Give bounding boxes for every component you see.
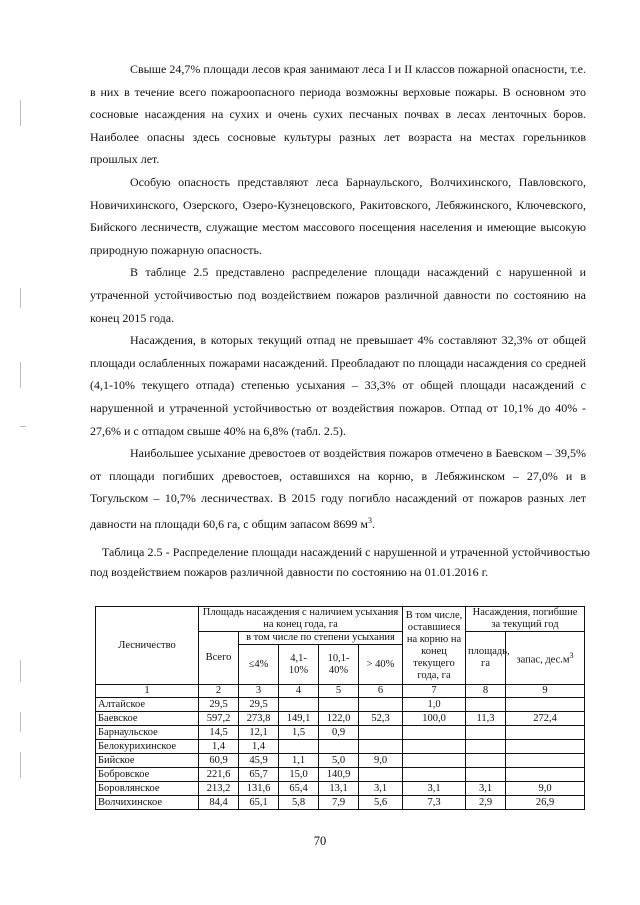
table-row [96, 782, 585, 796]
column-number: 8 [466, 685, 506, 698]
forestry-name-cell: Алтайское [96, 698, 199, 712]
value-cell [359, 768, 403, 782]
value-cell [466, 754, 506, 768]
value-cell: 140,9 [319, 768, 359, 782]
value-cell: 84,4 [199, 796, 239, 810]
value-cell: 7,3 [403, 796, 466, 810]
value-cell: 0,9 [319, 726, 359, 740]
column-number: 5 [319, 685, 359, 698]
value-cell [279, 698, 319, 712]
column-number-row [96, 685, 585, 698]
header-forestry: Лесничество [96, 607, 199, 685]
header-died-stock [506, 632, 585, 685]
paragraph-5-end: . [371, 516, 375, 531]
header-degree-1: ≤4% [239, 645, 279, 685]
value-cell: 3,1 [403, 782, 466, 796]
paragraph-2: Особую опасность представляют леса Барнаульского, Волчихинского, Павловского, Новичихинского, Озерского, Озеро-Кузнецовского, Ракитовского, Лебяжинского, Ключевского, Бийского лесничеств, служащие местом массового посещения населения и имеющие высокую природную пожарную опасность. [90, 174, 586, 257]
value-cell [319, 698, 359, 712]
value-cell [319, 740, 359, 754]
value-cell: 65,1 [239, 796, 279, 810]
value-cell: 26,9 [506, 796, 585, 810]
value-cell: 213,2 [199, 782, 239, 796]
header-area-group: Площадь насаждения с наличием усыхания на конец года, га [199, 607, 403, 632]
header-died-area: площадь, га [466, 632, 506, 685]
value-cell: 122,0 [319, 712, 359, 726]
scan-artifact [20, 660, 21, 682]
paragraph-5 [90, 442, 586, 535]
page-number: 70 [313, 834, 327, 848]
value-cell: 29,5 [199, 698, 239, 712]
value-cell: 1,5 [279, 726, 319, 740]
header-died-stock-text: запас, дес.м [516, 654, 570, 666]
scan-artifact [20, 362, 21, 388]
value-cell: 1,4 [239, 740, 279, 754]
forestry-name-cell: Бийское [96, 754, 199, 768]
scan-artifact [20, 426, 26, 427]
column-number: 7 [403, 685, 466, 698]
header-by-degree: в том числе по степени усыхания [239, 632, 403, 645]
table-caption-text: Таблица 2.5 - Распределение площади насаждений с нарушенной и утраченной устойчивостью под воздействием пожаров различной давности по состоянию на 01.01.2016 г. [90, 545, 590, 579]
value-cell: 5,0 [319, 754, 359, 768]
value-cell [506, 754, 585, 768]
header-total: Всего [199, 632, 239, 685]
column-number: 1 [96, 685, 199, 698]
value-cell [403, 726, 466, 740]
forestry-name-cell: Баевское [96, 712, 199, 726]
value-cell: 11,3 [466, 712, 506, 726]
value-cell: 1,4 [199, 740, 239, 754]
table-row [96, 698, 585, 712]
value-cell: 29,5 [239, 698, 279, 712]
forestry-name-cell: Барнаульское [96, 726, 199, 740]
value-cell [359, 740, 403, 754]
value-cell [403, 768, 466, 782]
table-row [96, 768, 585, 782]
value-cell: 9,0 [359, 754, 403, 768]
value-cell: 149,1 [279, 712, 319, 726]
table-row [96, 712, 585, 726]
header-degree-4: > 40% [359, 645, 403, 685]
value-cell [279, 740, 319, 754]
value-cell [466, 698, 506, 712]
paragraph-3: В таблице 2.5 представлено распределение площади насаждений с нарушенной и утраченной устойчивостью под воздействием пожаров различной давности по состоянию на конец 2015 года. [90, 265, 586, 325]
value-cell [403, 740, 466, 754]
value-cell [506, 726, 585, 740]
scan-artifact [20, 752, 21, 778]
forest-fire-table [95, 606, 585, 810]
value-cell: 3,1 [466, 782, 506, 796]
value-cell: 221,6 [199, 768, 239, 782]
value-cell: 9,0 [506, 782, 585, 796]
value-cell [506, 740, 585, 754]
forestry-name-cell: Боровлянское [96, 782, 199, 796]
table-row [96, 796, 585, 810]
value-cell: 273,8 [239, 712, 279, 726]
value-cell: 7,9 [319, 796, 359, 810]
body-text [90, 58, 586, 535]
value-cell [466, 740, 506, 754]
value-cell [506, 768, 585, 782]
value-cell: 1,0 [403, 698, 466, 712]
value-cell: 12,1 [239, 726, 279, 740]
paragraph-1: Свыше 24,7% площади лесов края занимают леса I и II классов пожарной опасности, т.е. в них в течение всего пожароопасного периода возможны верховые пожары. В основном это сосновые насаждения на сухих и очень сухих песчаных почвах в лесах ленточных боров. Наиболее опасны здесь сосновые культуры разных лет возраста на местах горельников прошлых лет. [90, 62, 586, 167]
value-cell: 15,0 [279, 768, 319, 782]
paragraph-5-text: Наибольшее усыхание древостоев от воздействия пожаров отмечено в Баевском – 39,5% от площади погибших древостоев, оставшихся на корню, в Лебяжинском – 27,0% и в Тогульском – 10,7% лесничествах. В 2015 году погибло насаждений от пожаров разных лет давности на площади 60,6 га, с общим запасом 8699 м [90, 446, 586, 531]
value-cell: 52,3 [359, 712, 403, 726]
column-number: 9 [506, 685, 585, 698]
forestry-name-cell: Бобровское [96, 768, 199, 782]
value-cell: 5,8 [279, 796, 319, 810]
header-degree-3: 10,1-40% [319, 645, 359, 685]
table-row [96, 726, 585, 740]
column-number: 6 [359, 685, 403, 698]
value-cell: 131,6 [239, 782, 279, 796]
value-cell [359, 726, 403, 740]
value-cell: 60,9 [199, 754, 239, 768]
value-cell: 100,0 [403, 712, 466, 726]
value-cell: 1,1 [279, 754, 319, 768]
value-cell [466, 726, 506, 740]
value-cell: 2,9 [466, 796, 506, 810]
forestry-name-cell: Волчихинское [96, 796, 199, 810]
forestry-name-cell: Белокурихинское [96, 740, 199, 754]
table-row [96, 754, 585, 768]
scan-artifact [20, 100, 21, 126]
header-died-stock-sup: 3 [569, 650, 574, 660]
header-died-group: Насаждения, погибшие за текущий год [466, 607, 585, 632]
column-number: 3 [239, 685, 279, 698]
paragraph-4: Насаждения, в которых текущий отпад не превышает 4% составляют 32,3% от общей площади ослабленных пожарами насаждений. Преобладают по площади насаждения со средней (4,1-10% текущего отпада) степенью усыхания – 33,3% от общей площади насаждений с нарушенной и утраченной устойчивостью от воздействия пожаров. Отпад от 10,1% до 40% - 27,6% и с отпадом свыше 40% на 6,8% (табл. 2.5). [90, 333, 586, 438]
column-number: 2 [199, 685, 239, 698]
cubic-superscript: 3 [367, 515, 372, 525]
scan-artifact [20, 288, 21, 308]
value-cell [466, 768, 506, 782]
value-cell: 65,7 [239, 768, 279, 782]
value-cell: 3,1 [359, 782, 403, 796]
value-cell: 13,1 [319, 782, 359, 796]
header-degree-2: 4,1-10% [279, 645, 319, 685]
scan-artifact [20, 712, 21, 732]
value-cell: 597,2 [199, 712, 239, 726]
header-standing: В том числе, оставшиеся на корню на конец текущего года, га [403, 607, 466, 685]
value-cell [403, 754, 466, 768]
value-cell [359, 698, 403, 712]
value-cell [506, 698, 585, 712]
value-cell: 5,6 [359, 796, 403, 810]
column-number: 4 [279, 685, 319, 698]
table-caption [90, 542, 590, 582]
value-cell: 272,4 [506, 712, 585, 726]
table-row [96, 740, 585, 754]
value-cell: 14,5 [199, 726, 239, 740]
value-cell: 65,4 [279, 782, 319, 796]
value-cell: 45,9 [239, 754, 279, 768]
